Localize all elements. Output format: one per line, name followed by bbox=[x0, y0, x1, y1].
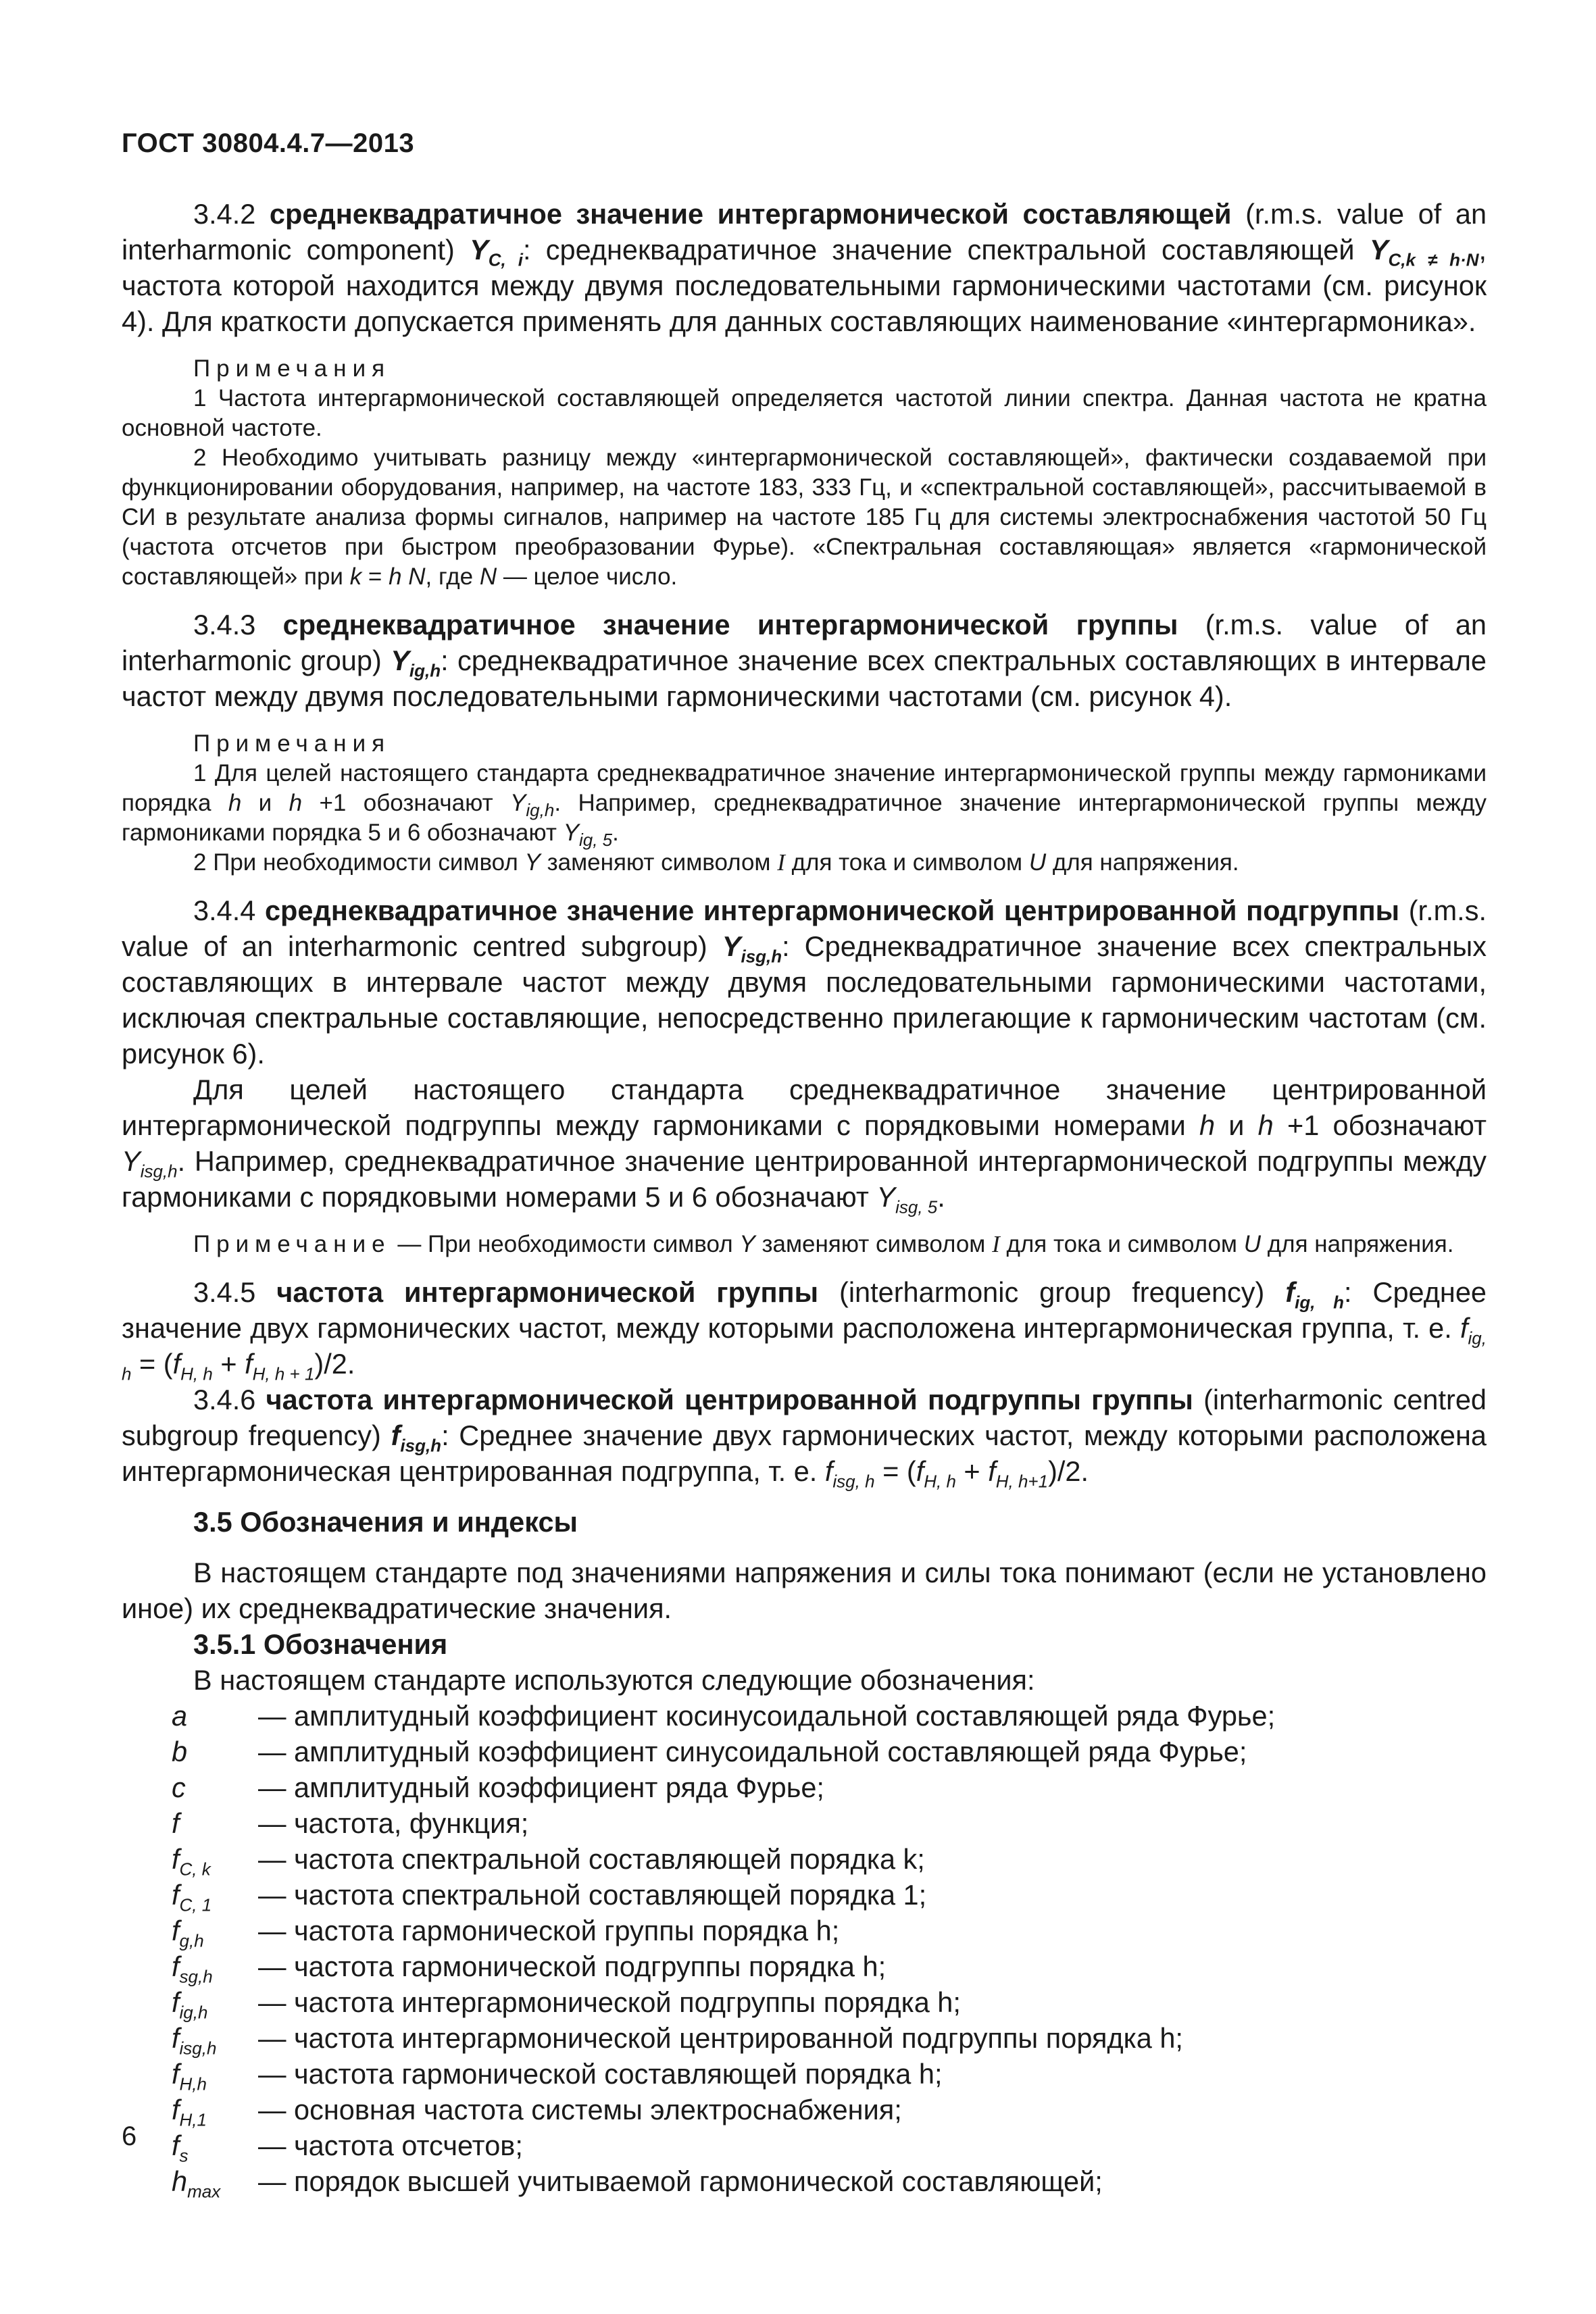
symbol-definition: — амплитудный коэффициент синусоидальной составляющей ряда Фурье; bbox=[258, 1736, 1247, 1767]
symbol-definition: — частота гармонической составляющей порядка h; bbox=[258, 2058, 943, 2090]
clause-3-4-5: 3.4.5 частота интергармонической группы (interharmonic group frequency) $f_{ig, h}$: Среднее значение двух гармонических частот, между которыми расположена интергармоническая группа, т. е. $f_{ig, h} = (f_{H, h} + f_{H, h + 1})/2$. bbox=[122, 1276, 1487, 1384]
symbol: b bbox=[172, 1736, 188, 1767]
symbol: $f_{ig,h}$ bbox=[172, 1986, 208, 2023]
section-3-5-paragraph: В настоящем стандарте под значениями напряжения и силы тока понимают (если не установлено иное) их среднеквадратические значения. bbox=[122, 1557, 1487, 1624]
symbol: f bbox=[172, 1807, 180, 1839]
symbol: a bbox=[172, 1700, 188, 1732]
section-3-5-1-title: 3.5.1 Обозначения bbox=[193, 1628, 448, 1660]
symbol-row bbox=[122, 2163, 1487, 2202]
section-3-5-title: 3.5 Обозначения и индексы bbox=[193, 1506, 578, 1538]
page-content bbox=[122, 196, 1487, 2202]
symbol-row bbox=[122, 1877, 1487, 1913]
symbol-row bbox=[122, 1698, 1487, 1734]
symbol-definition: — амплитудный коэффициент ряда Фурье; bbox=[258, 1771, 824, 1803]
note-item: 2 При необходимости символ Y заменяют символом I для тока и символом U для напряжения. bbox=[193, 849, 1239, 876]
symbol-row bbox=[122, 1805, 1487, 1841]
symbol-definition: — частота гармонической группы порядка h; bbox=[258, 1915, 840, 1946]
symbol-definition: — частота отсчетов; bbox=[258, 2130, 523, 2161]
term: среднеквадратичное значение интергармонической составляющей bbox=[269, 198, 1232, 230]
symbol-definition: — частота спектральной составляющей порядка 1; bbox=[258, 1879, 927, 1911]
clause-3-4-4: 3.4.4 среднеквадратичное значение интергармонической центрированной подгруппы (r.m.s. value of an interharmonic centred subgroup) $Y_{isg,h}$: Среднеквадратичное значение всех спектральных составляющих в интервале частот между двумя последовательными гармоническими частотами, исключая спектральные составляющие, непосредственно прилегающие к гармоническим частотам (см. рисунок 6). bbox=[122, 895, 1487, 1070]
symbol-row bbox=[122, 1734, 1487, 1769]
symbol-definition: — основная частота системы электроснабжения; bbox=[258, 2094, 902, 2126]
symbol: $h_{max}$ bbox=[172, 2165, 221, 2202]
symbol: $f_{g,h}$ bbox=[172, 1915, 204, 1951]
symbol-row bbox=[122, 2056, 1487, 2092]
note-item: 2 Необходимо учитывать разницу между «интергармонической составляющей», фактически создаваемой при функционировании оборудования, например, на частоте 183, 333 Гц, и «спектральной составляющей», рассчитываемой в СИ в результате анализа формы сигналов, например на частоте 185 Гц для системы электроснабжения частотой 50 Гц (частота отсчетов при быстром преобразовании Фурье). «Спектральная составляющая» является «гармонической составляющей» при k = h N, где N — целое число. bbox=[122, 445, 1487, 590]
clause-3-4-4-paragraph: Для целей настоящего стандарта среднеквадратичное значение центрированной интергармонической подгруппы между гармониками с порядковыми номерами h и h +1 обозначают $Y_{isg,h}$. Например, среднеквадратичное значение центрированной интергармонической подгруппы между гармониками с порядковыми номерами 5 и 6 обозначают $Y_{isg, 5}$. bbox=[122, 1074, 1487, 1217]
note-item: 1 Частота интергармонической составляющей определяется частотой линии спектра. Данная частота не кратна основной частоте. bbox=[122, 385, 1487, 441]
note-item: 1 Для целей настоящего стандарта среднеквадратичное значение интергармонической группы между гармониками порядка h и h +1 обозначают $Y_{ig,h}$. Например, среднеквадратичное значение интергармонической группы между гармониками порядка 5 и 6 обозначают $Y_{ig, 5}$. bbox=[122, 760, 1487, 850]
symbol: $f_{sg,h}$ bbox=[172, 1951, 213, 1987]
symbol-row bbox=[122, 2092, 1487, 2128]
notes-block-2 bbox=[122, 729, 1487, 878]
notes-title: Примечания bbox=[193, 730, 391, 757]
symbol-definition: — частота гармонической подгруппы порядка h; bbox=[258, 1951, 887, 1982]
clause-3-4-6: 3.4.6 частота интергармонической центрированной подгруппы группы (interharmonic centred subgroup frequency) $f_{isg,h}$: Среднее значение двух гармонических частот, между которыми расположена интергармоническая центрированная подгруппа, т. е. $f_{isg, h} = (f_{H, h} + f_{H, h+1})/2$. bbox=[122, 1384, 1487, 1492]
term: среднеквадратичное значение интергармонической группы bbox=[282, 609, 1178, 640]
term: частота интергармонической группы bbox=[276, 1276, 819, 1308]
symbol-row bbox=[122, 1769, 1487, 1805]
notes-title: Примечания bbox=[193, 355, 391, 382]
symbol: $f_{isg,h}$ bbox=[172, 2022, 217, 2059]
symbol-row bbox=[122, 1948, 1487, 1987]
note-3-4-4: Примечание — При необходимости символ Y заменяют символом I для тока и символом U для напряжения. bbox=[193, 1231, 1454, 1257]
symbol: $f_{H,h}$ bbox=[172, 2058, 207, 2094]
symbol-definition: — частота спектральной составляющей порядка k; bbox=[258, 1843, 925, 1875]
symbol-definition: — порядок высшей учитываемой гармонической составляющей; bbox=[258, 2165, 1103, 2197]
symbol: c bbox=[172, 1771, 186, 1803]
symbol-row bbox=[122, 2128, 1487, 2166]
symbol-definition: — частота, функция; bbox=[258, 1807, 529, 1839]
symbol-definition: — частота интергармонической центрированной подгруппы порядка h; bbox=[258, 2022, 1183, 2054]
term: частота интергармонической центрированной подгруппы группы bbox=[266, 1384, 1193, 1415]
document-header: ГОСТ 30804.4.7—2013 bbox=[122, 128, 415, 158]
symbol: $f_{C, 1}$ bbox=[172, 1879, 212, 1915]
clause-3-4-2: 3.4.2 среднеквадратичное значение интергармонической составляющей (r.m.s. value of an interharmonic component) $Y_{C, i}$: среднеквадратичное значение спектральной составляющей $Y_{C,k \ne h\cdot N}$, частота которой находится между двумя последовательными гармоническими частотами (см. рисунок 4). Для краткости допускается применять для данных составляющих наименование «интергармоника». bbox=[122, 198, 1487, 337]
symbol: $f_s$ bbox=[172, 2130, 189, 2166]
clause-3-4-3: 3.4.3 среднеквадратичное значение интергармонической группы (r.m.s. value of an interharmonic group) $Y_{ig,h}$: среднеквадратичное значение всех спектральных составляющих в интервале частот между двумя последовательными гармоническими частотами (см. рисунок 4). bbox=[122, 609, 1487, 712]
notes-block-1 bbox=[122, 354, 1487, 592]
symbol: $f_{C, k}$ bbox=[172, 1843, 211, 1880]
section-3-5-1-intro: В настоящем стандарте используются следующие обозначения: bbox=[193, 1664, 1035, 1696]
symbols-list bbox=[122, 1698, 1487, 2202]
symbol: $f_{H,1}$ bbox=[172, 2094, 207, 2130]
symbol-definition: — частота интергармонической подгруппы порядка h; bbox=[258, 1986, 961, 2018]
symbol-row bbox=[122, 1913, 1487, 1951]
page-number: 6 bbox=[122, 2121, 137, 2151]
symbol-row bbox=[122, 1984, 1487, 2023]
symbol-definition: — амплитудный коэффициент косинусоидальной составляющей ряда Фурье; bbox=[258, 1700, 1276, 1732]
term: среднеквадратичное значение интергармонической центрированной подгруппы bbox=[264, 895, 1400, 926]
symbol-row bbox=[122, 2020, 1487, 2059]
symbol-row bbox=[122, 1841, 1487, 1880]
